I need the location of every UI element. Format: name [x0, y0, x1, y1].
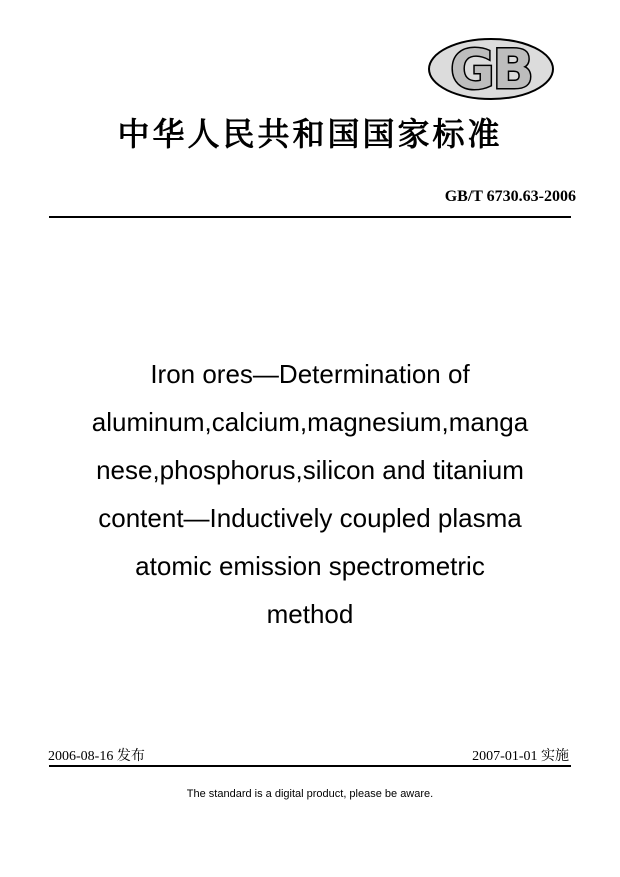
digital-product-notice: The standard is a digital product, please be aware. [186, 788, 434, 800]
gb-logo [427, 38, 555, 100]
standard-number: GB/T 6730.63-2006 [444, 188, 576, 205]
header-divider [49, 216, 571, 218]
issuing-organization-title: 中华人民共和国国家标准 [117, 115, 503, 153]
footer-divider [49, 765, 571, 767]
issue-date: 2006-08-16 发布 [48, 749, 145, 764]
title-line: aluminum,calcium,magnesium,manga [91, 407, 529, 437]
title-line: Iron ores—Determination of [150, 359, 470, 389]
document-title [40, 350, 580, 638]
title-line: nese,phosphorus,silicon and titanium [96, 455, 524, 485]
title-line: atomic emission spectrometric [135, 551, 485, 581]
title-line: content—Inductively coupled plasma [98, 503, 522, 533]
title-line: method [266, 599, 354, 629]
implementation-date: 2007-01-01 实施 [472, 749, 569, 764]
svg-text:GB: GB [450, 38, 532, 100]
